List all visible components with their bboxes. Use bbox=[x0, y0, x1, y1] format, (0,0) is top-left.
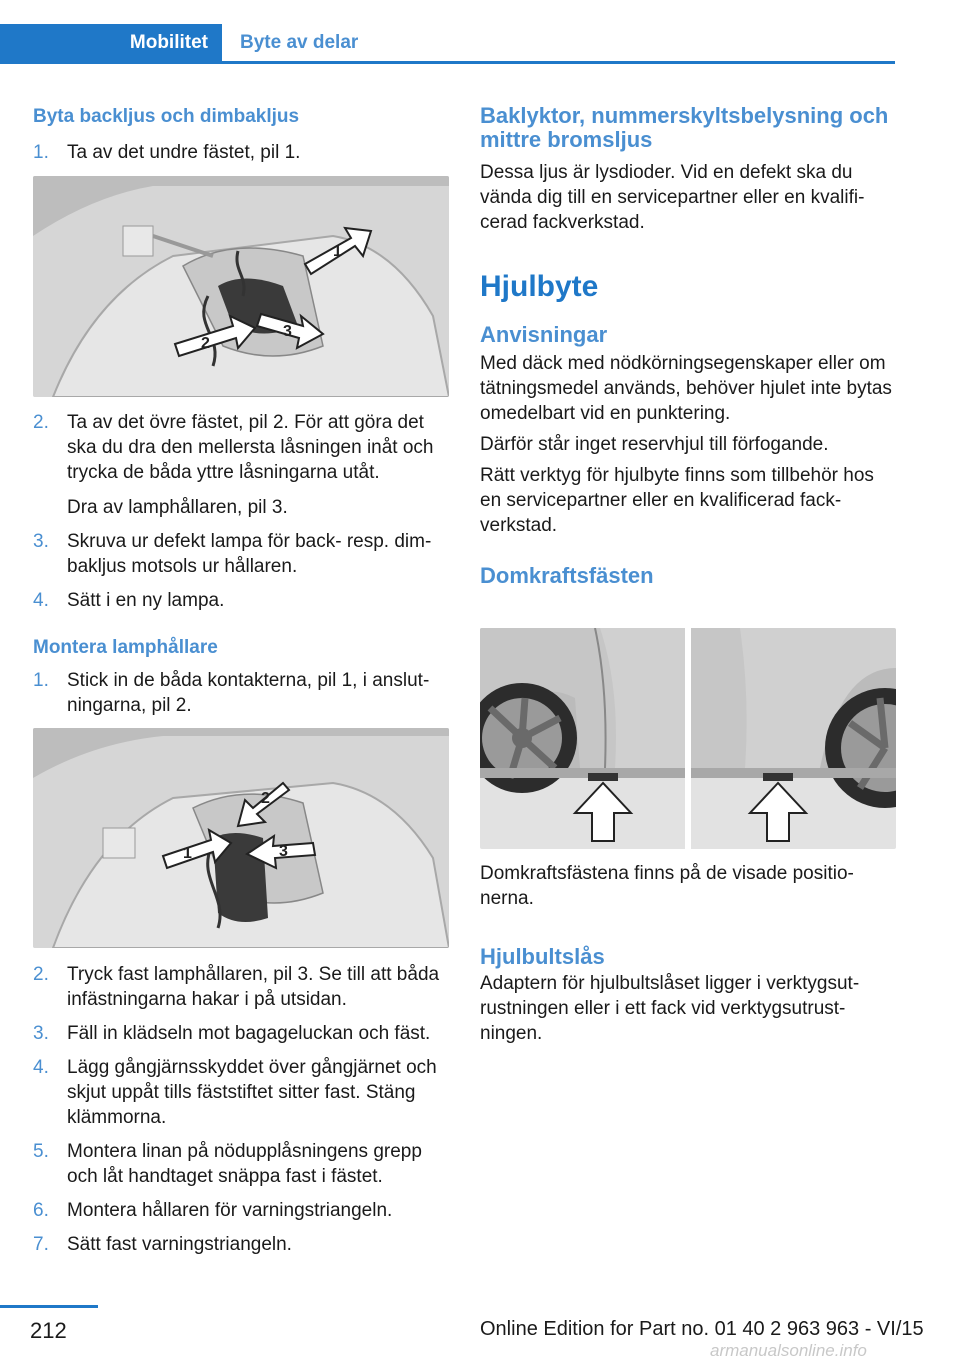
list-item bbox=[33, 410, 449, 485]
left-column-steps-2 bbox=[33, 410, 449, 718]
paragraph-2: Därför står inget reservhjul till förfogande. bbox=[480, 434, 829, 455]
step-text: Stick in de båda kontakterna, pil 1, i anslutningarna, pil 2. bbox=[67, 670, 430, 716]
step-number: 5. bbox=[33, 1141, 49, 1162]
jack-text: Domkraftsfästena finns på de visade positionerna. bbox=[480, 863, 854, 909]
right-column-lower bbox=[480, 861, 896, 1046]
list-item bbox=[33, 1139, 449, 1189]
tab-byte-av-delar: Byte av delar bbox=[240, 31, 359, 53]
page-number: 212 bbox=[30, 1318, 67, 1343]
step-number: 7. bbox=[33, 1234, 49, 1255]
step-number: 3. bbox=[33, 531, 49, 552]
jack-points-image bbox=[480, 628, 896, 849]
subsection-title-domkraft: Domkraftsfästen bbox=[480, 563, 654, 588]
step-list-4 bbox=[33, 668, 449, 718]
section-title-backljus: Byta backljus och dimbakljus bbox=[33, 106, 300, 127]
left-column bbox=[33, 104, 449, 165]
subsection-title-anvisningar: Anvisningar bbox=[480, 322, 608, 347]
watermark: armanualsonline.info bbox=[710, 1341, 867, 1360]
list-item bbox=[33, 140, 449, 165]
list-item bbox=[33, 1198, 449, 1223]
page-title: Hjulbyte bbox=[480, 270, 599, 303]
list-item bbox=[33, 962, 449, 1012]
section-title-montera: Montera lamphållare bbox=[33, 637, 218, 658]
lamp-holder-illustration bbox=[33, 176, 449, 397]
step-list-3 bbox=[33, 529, 449, 613]
arrow-label: 3 bbox=[279, 843, 288, 860]
list-item bbox=[33, 1055, 449, 1130]
lamp-holder-image-2 bbox=[33, 728, 449, 948]
step-number: 4. bbox=[33, 1057, 49, 1078]
subsection-title-hjulbultslas: Hjulbultslås bbox=[480, 944, 605, 969]
step-text: Ta av det övre fästet, pil 2. För att göra det ska du dra den mellersta låsningen inåt och trycka de båda yttre låsningarna utåt. bbox=[67, 412, 434, 483]
left-column-steps-5 bbox=[33, 962, 449, 1257]
step-text: Montera hållaren för varningstriangeln. bbox=[67, 1200, 393, 1221]
tab-mobilitet: Mobilitet bbox=[0, 24, 222, 61]
paragraph-1: Med däck med nödkörningsegenskaper eller om tätningsmedel används, behöver hjulet inte bytas omedelbart vid en punktering. bbox=[480, 353, 892, 424]
list-item bbox=[33, 529, 449, 579]
right-column bbox=[480, 104, 896, 588]
header-rule bbox=[0, 61, 895, 64]
step-number: 6. bbox=[33, 1200, 49, 1221]
step-number: 1. bbox=[33, 142, 49, 163]
arrow-label: 2 bbox=[261, 790, 270, 807]
lamp-holder-image-1 bbox=[33, 176, 449, 397]
jack-points-illustration bbox=[480, 628, 896, 849]
paragraph-3: Rätt verktyg för hjulbyte finns som tillbehör hos en servicepartner eller en kvalificerad fackverkstad. bbox=[480, 465, 874, 536]
step-number: 2. bbox=[33, 964, 49, 985]
step-text: Skruva ur defekt lampa för back- resp. dimbakljus motsols ur hållaren. bbox=[67, 531, 432, 577]
step-number: 4. bbox=[33, 590, 49, 611]
lock-text: Adaptern för hjulbultslåset ligger i verktygsutrustningen eller i ett fack vid verktygsutrustningen. bbox=[480, 973, 860, 1044]
lamp-holder-illustration bbox=[33, 728, 449, 948]
step-note: Dra av lamphållaren, pil 3. bbox=[67, 497, 288, 518]
step-number: 1. bbox=[33, 670, 49, 691]
arrow-label: 1 bbox=[183, 845, 192, 862]
footer-rule bbox=[0, 1305, 98, 1308]
step-text: Montera linan på nödupplåsningens grepp och låt handtaget snäppa fast i fästet. bbox=[67, 1141, 422, 1187]
step-text: Fäll in klädseln mot bagageluckan och fäst. bbox=[67, 1023, 431, 1044]
step-text: Sätt i en ny lampa. bbox=[67, 590, 225, 611]
section-title-baklyktor: Baklyktor, nummerskyltsbelysning och mittre bromsljus bbox=[480, 103, 889, 152]
step-text: Lägg gångjärnsskyddet över gångjärnet och skjut uppåt tills fäststiftet sitter fast. Stäng klämmorna. bbox=[67, 1057, 437, 1128]
list-item bbox=[33, 1021, 449, 1046]
step-text: Tryck fast lamphållaren, pil 3. Se till att båda infästningarna hakar i på utsidan. bbox=[67, 964, 440, 1010]
step-number: 3. bbox=[33, 1023, 49, 1044]
edition-text: Online Edition for Part no. 01 40 2 963 963 - VI/15 bbox=[480, 1318, 924, 1340]
step-text: Ta av det undre fästet, pil 1. bbox=[67, 142, 301, 163]
list-item bbox=[33, 1232, 449, 1257]
page-header bbox=[0, 24, 895, 62]
baklyktor-text: Dessa ljus är lysdioder. Vid en defekt ska du vända dig till en servicepartner eller en kvalificerad fackverkstad. bbox=[480, 162, 865, 233]
list-item bbox=[33, 668, 449, 718]
step-text: Sätt fast varningstriangeln. bbox=[67, 1234, 292, 1255]
arrow-label: 2 bbox=[201, 335, 210, 352]
arrow-label: 1 bbox=[333, 243, 342, 260]
list-item bbox=[33, 588, 449, 613]
step-list-1 bbox=[33, 140, 449, 165]
step-number: 2. bbox=[33, 412, 49, 433]
arrow-label: 3 bbox=[283, 323, 292, 340]
